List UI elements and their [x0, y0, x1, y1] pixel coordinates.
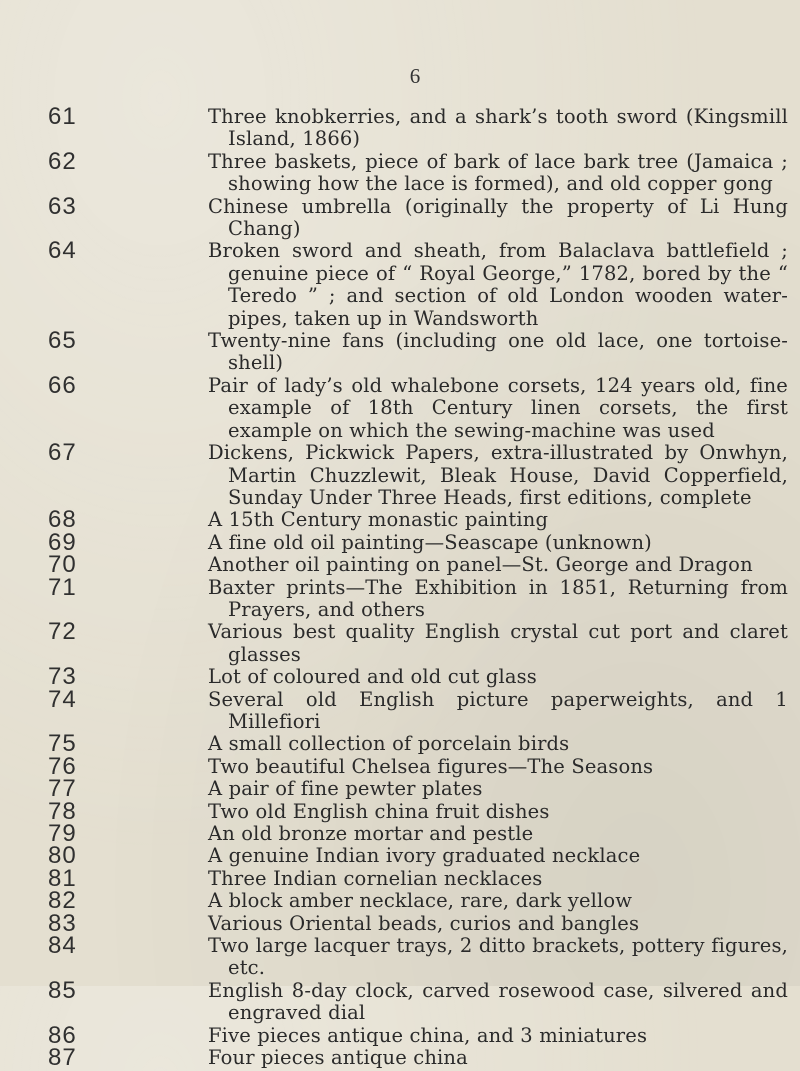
- lot-item: [0, 618, 800, 666]
- lot-description: English 8-day clock, carved rosewood case, silvered and engraved dial: [208, 978, 788, 1025]
- lot-item: [0, 528, 800, 556]
- lot-description: A genuine Indian ivory graduated necklace: [208, 844, 641, 868]
- lot-description: A small collection of porcelain birds: [208, 732, 570, 756]
- lot-description: Various Oriental beads, curios and bangles: [208, 911, 640, 935]
- lot-item: [0, 909, 800, 937]
- lot-number: 61: [48, 103, 77, 130]
- lot-description: Broken sword and sheath, from Balaclava battlefield ; genuine piece of “ Royal George,” 1782, bored by the “ Teredo ” ; and section of old London wooden water-pipes, taken up in Wandsworth: [208, 239, 788, 330]
- lot-list: [0, 103, 800, 1071]
- lot-description: Three baskets, piece of bark of lace bark tree (Jamaica ; showing how the lace is formed), and old copper gong: [208, 149, 788, 196]
- lot-number: 79: [48, 820, 77, 847]
- lot-item: [0, 932, 800, 980]
- lot-item: [0, 685, 800, 734]
- lot-description: Various best quality English crystal cut port and claret glasses: [208, 620, 788, 666]
- lot-number: 81: [48, 864, 77, 892]
- lot-description: Another oil painting on panel—St. George and Dragon: [208, 553, 753, 577]
- lot-number: 84: [48, 932, 77, 960]
- lot-number: 78: [48, 797, 77, 825]
- lot-item: [0, 192, 800, 241]
- lot-item: [0, 820, 800, 847]
- lot-description: A block amber necklace, rare, dark yellow: [208, 889, 633, 913]
- lot-item: [0, 551, 800, 579]
- page-number: 6: [409, 64, 421, 88]
- lot-number: 71: [48, 573, 77, 601]
- lot-number: 62: [48, 147, 77, 175]
- lot-item: [0, 730, 800, 758]
- lot-number: 63: [48, 192, 77, 220]
- lot-description: Twenty-nine fans (including one old lace, one tortoise-shell): [208, 329, 788, 375]
- lot-number: 85: [48, 976, 77, 1004]
- lot-number: 82: [48, 887, 77, 915]
- lot-number: 76: [48, 752, 77, 780]
- lot-description: Two beautiful Chelsea figures—The Seasons: [208, 754, 654, 778]
- lot-description: Chinese umbrella (originally the property of Li Hung Chang): [208, 194, 788, 241]
- lot-number: 83: [48, 909, 77, 937]
- lot-item: [0, 864, 800, 892]
- lot-item: [0, 573, 800, 622]
- lot-number: 73: [48, 663, 77, 691]
- lot-number: 68: [48, 506, 77, 534]
- lot-number: 74: [48, 685, 77, 713]
- lot-description: Pair of lady’s old whalebone corsets, 124 years old, fine example of 18th Century linen corsets, the first example on which the sewing-machine was used: [208, 373, 788, 442]
- lot-item: [0, 976, 800, 1025]
- lot-description: Three knobkerries, and a shark’s tooth sword (Kingsmill Island, 1866): [208, 105, 788, 151]
- lot-description: Two old English china fruit dishes: [208, 799, 550, 823]
- lot-item: [0, 752, 800, 780]
- lot-description: Baxter prints—The Exhibition in 1851, Returning from Prayers, and others: [208, 575, 788, 621]
- lot-description: Two large lacquer trays, 2 ditto brackets, pottery figures, etc.: [208, 934, 788, 980]
- lot-description: Four pieces antique china: [208, 1046, 468, 1070]
- lot-description: A fine old oil painting—Seascape (unknown): [208, 530, 652, 554]
- lot-number: 75: [48, 730, 77, 758]
- lot-item: [0, 439, 800, 509]
- lot-number: 64: [48, 237, 77, 265]
- lot-item: [0, 1021, 800, 1049]
- lot-description: Lot of coloured and old cut glass: [208, 665, 537, 689]
- lot-item: [0, 663, 800, 691]
- lot-description: Three Indian cornelian necklaces: [208, 866, 543, 890]
- lot-item: [0, 327, 800, 375]
- lot-description: A 15th Century monastic painting: [208, 508, 549, 532]
- lot-item: [0, 887, 800, 915]
- lot-number: 69: [48, 528, 77, 556]
- lot-item: [0, 775, 800, 803]
- lot-number: 86: [48, 1021, 77, 1049]
- lot-description: A pair of fine pewter plates: [208, 777, 483, 801]
- lot-item: [0, 103, 800, 151]
- lot-number: 70: [48, 551, 77, 579]
- lot-number: 80: [48, 842, 77, 870]
- lot-item: [0, 1044, 800, 1071]
- lot-number: 72: [48, 618, 77, 646]
- lot-number: 87: [48, 1044, 77, 1071]
- lot-item: [0, 147, 800, 196]
- lot-item: [0, 842, 800, 870]
- lot-item: [0, 371, 800, 442]
- lot-item: [0, 506, 800, 534]
- lot-item: [0, 797, 800, 825]
- lot-description: An old bronze mortar and pestle: [208, 822, 534, 845]
- lot-number: 77: [48, 775, 77, 803]
- lot-description: Several old English picture paperweights, and 1 Millefiori: [208, 687, 788, 733]
- lot-item: [0, 237, 800, 330]
- lot-number: 66: [48, 371, 77, 399]
- lot-number: 65: [48, 327, 77, 355]
- lot-description: Dickens, Pickwick Papers, extra-illustrated by Onwhyn, Martin Chuzzlewit, Bleak House, David Copperfield, Sunday Under Three Heads, first editions, complete: [208, 441, 788, 509]
- lot-description: Five pieces antique china, and 3 miniatures: [208, 1023, 648, 1047]
- lot-number: 67: [48, 439, 77, 467]
